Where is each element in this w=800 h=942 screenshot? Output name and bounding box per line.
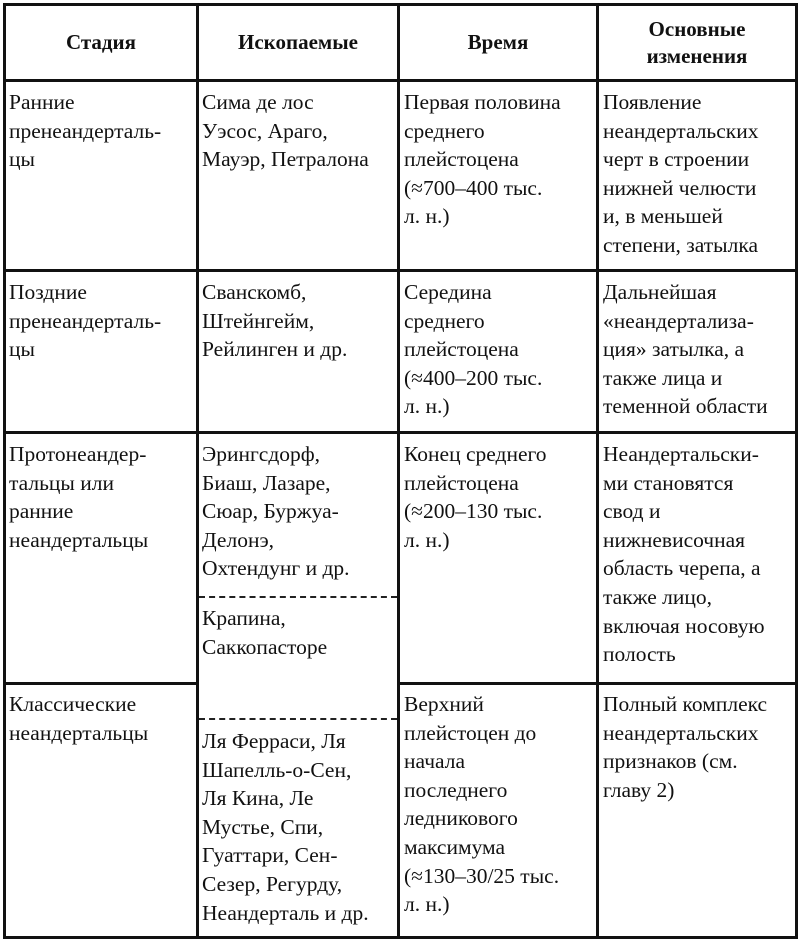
cell-fossils: Ля Ферраси, Ля Шапелль-о-Сен, Ля Кина, Ле Мустье, Спи, Гуаттари, Сен- Сезер, Регурду, Неандерталь и др. — [202, 729, 369, 925]
cell-stage: Ранние пренеандерталь- цы — [9, 90, 162, 172]
cell-time: Верхний плейстоцен до начала последнего ледникового максимума (≈130–30/25 тыс. л. н.) — [404, 692, 560, 917]
table-border-right — [795, 3, 798, 939]
cell-changes: Дальнейшая «неандертализа- ция» затылка, а также лица и теменной области — [603, 280, 768, 419]
cell-changes: Полный комплекс неандертальских признаков (см. главу 2) — [603, 692, 768, 802]
dashed-separator — [199, 596, 397, 598]
header-bottom-border — [3, 79, 798, 82]
cell-changes: Неандертальски- ми становятся свод и нижневисочная область черепа, а также лицо, включая носовую полость — [603, 442, 765, 667]
cell-time: Первая половина среднего плейстоцена (≈700–400 тыс. л. н.) — [404, 90, 561, 229]
dashed-separator — [199, 718, 397, 720]
header-stage: Стадия — [65, 30, 137, 54]
table-border-left — [3, 3, 6, 939]
header-fossils: Ископаемые — [238, 30, 358, 54]
cell-fossils: Сима де лос Уэсос, Араго, Мауэр, Петралона — [202, 90, 369, 172]
cell-time: Конец среднего плейстоцена (≈200–130 тыс. л. н.) — [404, 442, 547, 552]
cell-time: Середина среднего плейстоцена (≈400–200 тыс. л. н.) — [404, 280, 543, 419]
cell-shared-fossils: Крапина, Саккопасторе — [202, 606, 328, 659]
cell-stage: Классические неандертальцы — [9, 692, 149, 745]
cell-stage: Поздние пренеандерталь- цы — [9, 280, 162, 362]
cell-fossils: Сванскомб, Штейнгейм, Рейлинген и др. — [202, 280, 348, 362]
row-border — [3, 431, 798, 434]
row-border — [3, 269, 798, 272]
column-border — [397, 3, 400, 939]
cell-fossils: Эрингсдорф, Биаш, Лазаре, Сюар, Буржуа- Делонэ, Охтендунг и др. — [202, 442, 350, 581]
table-border-bottom — [3, 936, 798, 939]
column-border — [196, 3, 199, 939]
header-time: Время — [467, 30, 529, 54]
column-border — [596, 3, 599, 939]
header-changes: Основные изменения — [646, 16, 748, 68]
row-border — [3, 682, 199, 685]
cell-changes: Появление неандертальских черт в строении нижней челюсти и, в меньшей степени, затылка — [603, 90, 759, 257]
cell-stage: Протонеандер- тальцы или ранние неандертальцы — [9, 442, 149, 552]
